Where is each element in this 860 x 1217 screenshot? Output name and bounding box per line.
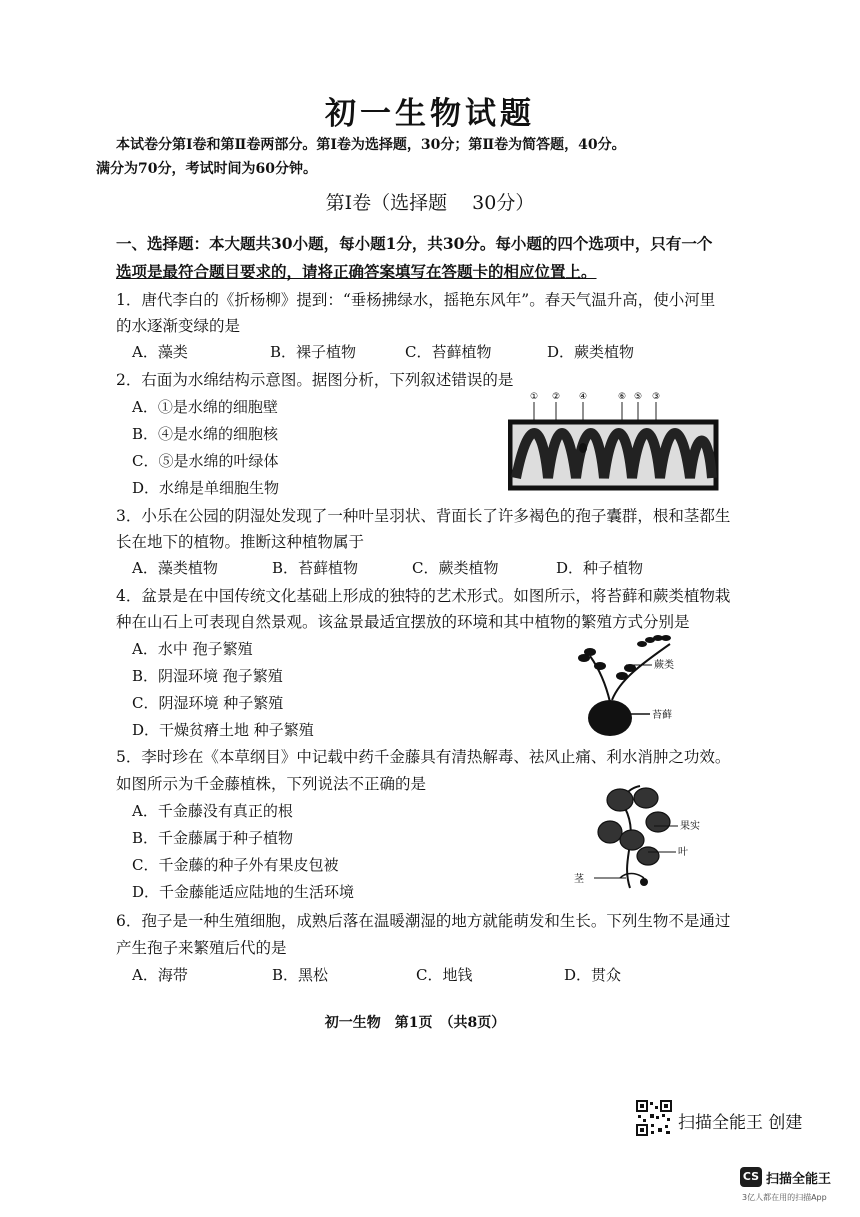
question-6-stem: 6．孢子是一种生殖细胞，成熟后落在温暖潮湿的地方就能萌发和生长。下列生物不是通过 <box>116 912 731 930</box>
figure-label: 果实 <box>680 821 700 832</box>
question-1-option-b: B．裸子植物 <box>270 343 357 361</box>
question-6-option-d: D．贯众 <box>564 966 622 984</box>
question-4-stem-cont: 种在山石上可表现自然景观。该盆景最适宜摆放的环境和其中植物的繁殖方式分别是 <box>116 613 690 631</box>
figure-label: ③ <box>651 392 661 402</box>
question-2-option-d: D．水绵是单细胞生物 <box>132 479 280 497</box>
spirogyra-diagram <box>508 388 720 496</box>
section-title: 第Ⅰ卷（选择题 30分） <box>325 192 535 214</box>
question-4-option-a: A．水中 孢子繁殖 <box>132 640 253 658</box>
figure-label: ⑥ <box>617 392 627 402</box>
figure-label: ⑤ <box>633 392 643 402</box>
intro-line-2: 满分为70分，考试时间为60分钟。 <box>96 161 317 177</box>
question-1-stem-cont: 的水逐渐变绿的是 <box>116 317 241 335</box>
question-5-option-d: D．千金藤能适应陆地的生活环境 <box>132 883 355 901</box>
question-3-stem: 3．小乐在公园的阴湿处发现了一种叶呈羽状、背面长了许多褐色的孢子囊群，根和茎都生 <box>116 507 731 525</box>
question-5-option-c: C．千金藤的种子外有果皮包被 <box>132 856 339 874</box>
question-1-option-a: A．藻类 <box>132 343 188 361</box>
scanner-tagline: 3亿人都在用的扫描App <box>742 1193 827 1202</box>
question-2-option-b: B．④是水绵的细胞核 <box>132 425 279 443</box>
instruction-line-1: 一、选择题：本大题共30小题，每小题1分，共30分。每小题的四个选项中，只有一个 <box>116 234 713 253</box>
scanner-brand-name: 扫描全能王 <box>766 1172 832 1187</box>
intro-line-1: 本试卷分第Ⅰ卷和第Ⅱ卷两部分。第Ⅰ卷为选择题，30分；第Ⅱ卷为简答题，40分。 <box>116 137 626 153</box>
question-1-stem: 1．唐代李白的《折杨柳》提到：“垂杨拂绿水，摇艳东风年”。春天气温升高，使小河里 <box>116 291 716 309</box>
question-2-option-a: A．①是水绵的细胞壁 <box>132 398 278 416</box>
figure-label: 蕨类 <box>654 660 674 671</box>
question-2-stem: 2．右面为水绵结构示意图。据图分析，下列叙述错误的是 <box>116 371 514 389</box>
question-6-option-c: C．地钱 <box>416 966 473 984</box>
question-6-option-b: B．黑松 <box>272 966 329 984</box>
scanner-create-label: 扫描全能王 创建 <box>678 1113 803 1133</box>
question-5-option-a: A．千金藤没有真正的根 <box>132 802 293 820</box>
figure-label: ④ <box>578 392 588 402</box>
question-4-option-b: B．阴湿环境 孢子繁殖 <box>132 667 283 685</box>
qr-code-icon <box>636 1100 672 1136</box>
figure-label: ① <box>529 392 539 402</box>
question-2-option-c: C．⑤是水绵的叶绿体 <box>132 452 279 470</box>
scanner-logo-letters: CS <box>742 1170 760 1183</box>
page-title: 初一生物试题 <box>325 96 535 132</box>
question-4-stem: 4．盆景是在中国传统文化基础上形成的独特的艺术形式。如图所示，将苔藓和蕨类植物栽 <box>116 587 731 605</box>
question-1-option-c: C．苔藓植物 <box>405 343 492 361</box>
question-5-stem: 5．李时珍在《本草纲目》中记载中药千金藤具有清热解毒、祛风止痛、利水消肿之功效。 <box>116 748 731 766</box>
question-5-stem-cont: 如图所示为千金藤植株，下列说法不正确的是 <box>116 775 427 793</box>
figure-label: 茎 <box>574 874 584 885</box>
question-3-option-d: D．种子植物 <box>556 559 644 577</box>
question-4-option-c: C．阴湿环境 种子繁殖 <box>132 694 284 712</box>
question-3-option-b: B．苔藓植物 <box>272 559 359 577</box>
question-6-stem-cont: 产生孢子来繁殖后代的是 <box>116 939 287 957</box>
bonsai-diagram <box>570 630 690 740</box>
figure-label: 苔藓 <box>652 710 672 721</box>
question-1-option-d: D．蕨类植物 <box>547 343 635 361</box>
scanner-logo-icon <box>740 1167 762 1187</box>
plant-diagram <box>570 778 710 898</box>
figure-label: ② <box>551 392 561 402</box>
question-3-option-a: A．藻类植物 <box>132 559 218 577</box>
instruction-line-2: 选项是最符合题目要求的，请将正确答案填写在答题卡的相应位置上。 <box>116 262 597 281</box>
question-5-option-b: B．千金藤属于种子植物 <box>132 829 294 847</box>
page-footer: 初一生物 第1页 （共8页） <box>324 1015 506 1031</box>
figure-label: 叶 <box>678 847 688 858</box>
question-4-option-d: D．干燥贫瘠土地 种子繁殖 <box>132 721 314 739</box>
question-3-stem-cont: 长在地下的植物。推断这种植物属于 <box>116 533 365 551</box>
question-3-option-c: C．蕨类植物 <box>412 559 499 577</box>
question-6-option-a: A．海带 <box>132 966 188 984</box>
